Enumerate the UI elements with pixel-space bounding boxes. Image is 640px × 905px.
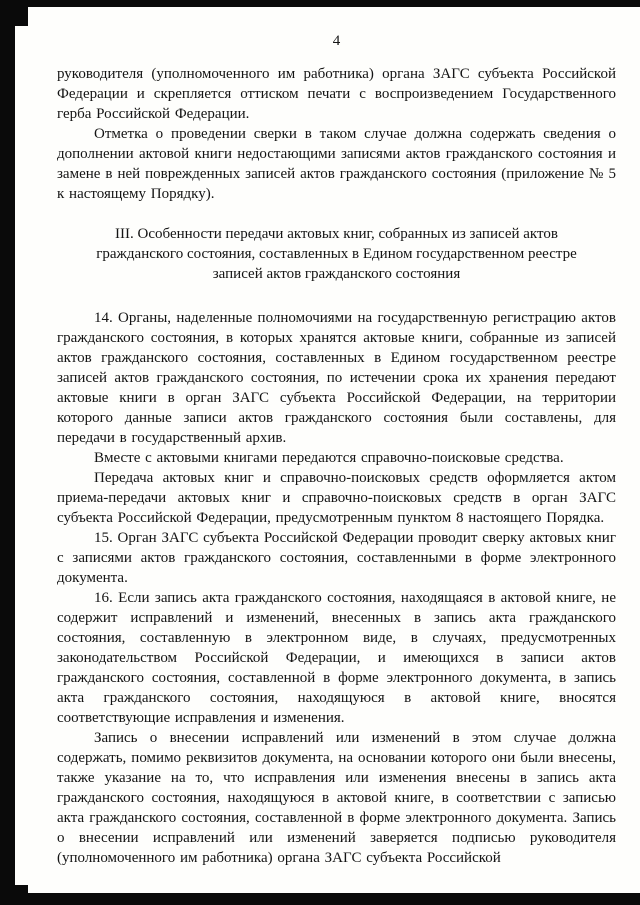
paragraph: Отметка о проведении сверки в таком случае должна содержать сведения о дополнении актовой книги недостающими записями актов гражданского состояния и замене в ней поврежденных записей актов гражданского состояния (приложение № 5 к настоящему Порядку). [57,126,616,202]
page-number: 4 [332,33,341,49]
paragraph-item-15: 15. Орган ЗАГС субъекта Российской Федерации проводит сверку актовых книг с записями актов гражданского состояния, составленными в форме электронного документа. [57,530,616,586]
paragraph-item-16: 16. Если запись акта гражданского состояния, находящаяся в актовой книге, не содержит исправлений и изменений, внесенных в запись акта гражданского состояния, составленную в электронном виде, в случаях, предусмотренных законодательством Российской Федерации, и имеющихся в записи актов гражданского состояния, составленной в форме электронного документа, в запись акта гражданского состояния, находящуюся в актовой книге, вносятся соответствующие исправления и изменения. [57,590,616,726]
page-corner-top-left [0,0,28,26]
page-border-bottom [0,893,640,905]
paragraph: Вместе с актовыми книгами передаются справочно-поисковые средства. [94,450,564,466]
paragraph-item-14: 14. Органы, наделенные полномочиями на государственную регистрацию актов гражданского состояния, в которых хранятся актовые книги, собранные из записей актов гражданского состояния, составленных в Едином государственном реестре записей актов гражданского состояния, по истечении срока их хранения передают актовые книги в орган ЗАГС субъекта Российской Федерации, на территории которого данные записи актов гражданского состояния были составлены, для передачи в государственный архив. [57,310,616,446]
page-border-top [0,0,640,7]
paragraph: Передача актовых книг и справочно-поисковых средств оформляется актом приема-передачи актовых книг и справочно-поисковых средств в орган ЗАГС субъекта Российской Федерации, предусмотренным пунктом 8 настоящего Порядка. [57,470,616,526]
paragraph-continuation: руководителя (уполномоченного им работника) органа ЗАГС субъекта Российской Федерации и скрепляется оттиском печати с воспроизведением Государственного герба Российской Федерации. [57,66,616,122]
page-corner-bottom-left [0,885,28,905]
page-border-left [0,0,15,905]
section-heading: III. Особенности передачи актовых книг, собранных из записей актов гражданского состояния, составленных в Едином государственном реестре записей актов гражданского состояния [96,226,577,282]
page-content [57,31,616,868]
paragraph: Запись о внесении исправлений или изменений в этом случае должна содержать, помимо реквизитов документа, на основании которого они были внесены, также указание на то, что исправления или изменения внесены в запись акта гражданского состояния, находящуюся в актовой книге, в соответствии с записью акта гражданского состояния, составленной в форме электронного документа. Запись о внесении исправлений или изменений заверяется подписью руководителя (уполномоченного им работника) органа ЗАГС субъекта Российской [57,730,616,866]
